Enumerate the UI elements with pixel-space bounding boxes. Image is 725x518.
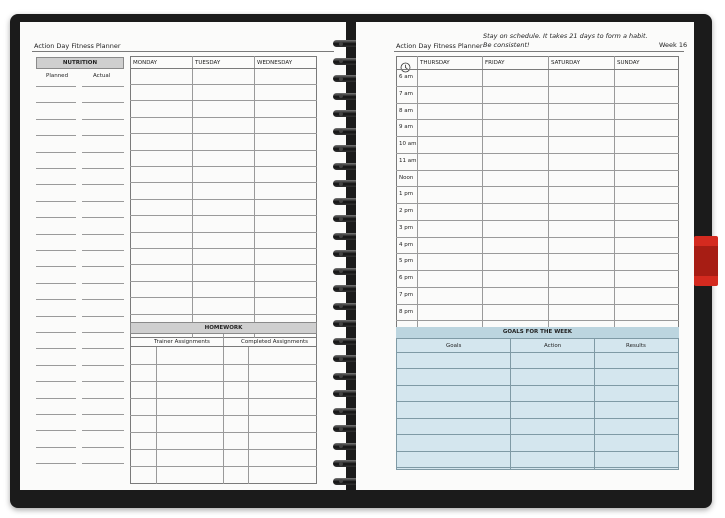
- punch-hole: [339, 462, 343, 466]
- punch-hole: [339, 42, 343, 46]
- time-label: 7 pm: [399, 291, 414, 298]
- ruled-line: [396, 170, 679, 171]
- motto-line-1: Stay on schedule. It takes 21 days to form a habit.: [483, 32, 648, 40]
- ruled-line: [130, 297, 317, 298]
- time-label: 7 am: [399, 90, 413, 97]
- punch-hole: [339, 479, 343, 483]
- punch-hole: [339, 164, 343, 168]
- ruled-line: [82, 250, 124, 251]
- ruled-line: [130, 364, 317, 365]
- ruled-line: [396, 253, 679, 254]
- ruled-line: [36, 299, 76, 300]
- punch-hole: [339, 409, 343, 413]
- time-label: 8 am: [399, 107, 413, 114]
- goals-header-goals: Goals: [446, 343, 462, 349]
- punch-hole: [339, 374, 343, 378]
- ruled-line: [396, 304, 679, 305]
- ruled-line: [130, 182, 317, 183]
- ruled-line: [36, 217, 76, 218]
- ruled-line: [82, 168, 124, 169]
- nutrition-planned-header: Planned: [46, 73, 69, 79]
- ruled-line: [130, 248, 317, 249]
- weekday-grid[interactable]: [130, 56, 317, 338]
- ruled-line: [82, 430, 124, 431]
- day-header-saturday: SATURDAY: [551, 60, 580, 66]
- ruled-line: [130, 314, 317, 315]
- nutrition-actual-header: Actual: [93, 73, 111, 79]
- ruled-line: [82, 316, 124, 317]
- ruled-line: [130, 432, 317, 433]
- ruled-line: [130, 215, 317, 216]
- ruled-line: [82, 102, 124, 103]
- ruled-line: [396, 320, 679, 321]
- punch-hole: [339, 129, 343, 133]
- ruled-line: [36, 414, 76, 415]
- ruled-line: [82, 414, 124, 415]
- time-label: 1 pm: [399, 191, 414, 198]
- punch-hole: [339, 427, 343, 431]
- weekday-divider-2: [254, 56, 255, 338]
- ruled-line: [396, 287, 679, 288]
- ruled-line: [130, 281, 317, 282]
- day-header-thursday: THURSDAY: [420, 60, 450, 66]
- ruled-line: [130, 346, 317, 347]
- ruled-line: [130, 84, 317, 85]
- ruled-line: [130, 117, 317, 118]
- ruled-line: [396, 451, 679, 452]
- punch-hole: [339, 392, 343, 396]
- ruled-line: [130, 68, 317, 69]
- week-number: Week 16: [659, 41, 688, 49]
- ruled-line: [82, 463, 124, 464]
- schedule-divider-3: [614, 56, 615, 336]
- punch-hole: [339, 94, 343, 98]
- goals-header-results: Results: [626, 343, 646, 349]
- schedule-divider-1: [482, 56, 483, 336]
- ruled-line: [396, 467, 679, 468]
- homework-divider: [223, 334, 224, 484]
- ruled-line: [36, 152, 76, 153]
- ruled-line: [130, 133, 317, 134]
- time-label: 11 am: [399, 157, 417, 164]
- ruled-line: [36, 201, 76, 202]
- ruled-line: [36, 283, 76, 284]
- ruled-line: [130, 150, 317, 151]
- ruled-line: [36, 234, 76, 235]
- weekday-divider-1: [192, 56, 193, 338]
- punch-hole: [339, 199, 343, 203]
- ruled-line: [82, 217, 124, 218]
- ruled-line: [36, 332, 76, 333]
- time-label: Noon: [399, 174, 414, 181]
- ruled-line: [396, 119, 679, 120]
- motto-line-2: Be consistent!: [483, 41, 530, 49]
- ruled-line: [82, 201, 124, 202]
- ruled-line: [396, 186, 679, 187]
- right-page: [356, 22, 694, 490]
- ruled-line: [396, 401, 679, 402]
- ruled-line: [36, 463, 76, 464]
- ruled-line: [396, 352, 679, 353]
- ruled-line: [130, 166, 317, 167]
- punch-hole: [339, 269, 343, 273]
- ruled-line: [36, 398, 76, 399]
- time-label: 6 pm: [399, 275, 414, 281]
- ruled-line: [36, 250, 76, 251]
- right-title-rule: [394, 51, 684, 52]
- ruled-line: [82, 332, 124, 333]
- ruled-line: [130, 381, 317, 382]
- day-header-monday: MONDAY: [133, 60, 158, 66]
- time-label: 5 pm: [399, 258, 414, 265]
- punch-hole: [339, 59, 343, 63]
- ruled-line: [82, 135, 124, 136]
- time-label: 9 am: [399, 124, 413, 131]
- schedule-divider-2: [548, 56, 549, 336]
- punch-hole: [339, 339, 343, 343]
- ruled-line: [36, 135, 76, 136]
- ruled-line: [82, 86, 124, 87]
- punch-hole: [339, 357, 343, 361]
- day-header-sunday: SUNDAY: [617, 60, 640, 66]
- ruled-line: [396, 203, 679, 204]
- ruled-line: [36, 266, 76, 267]
- goals-header-action: Action: [544, 343, 562, 349]
- ruled-line: [130, 466, 317, 467]
- ruled-line: [82, 365, 124, 366]
- time-column-divider: [417, 56, 418, 336]
- ruled-line: [396, 103, 679, 104]
- ruled-line: [396, 237, 679, 238]
- ruled-line: [396, 86, 679, 87]
- ruled-line: [36, 430, 76, 431]
- ruled-line: [82, 152, 124, 153]
- day-header-friday: FRIDAY: [485, 60, 505, 66]
- ruled-line: [36, 447, 76, 448]
- ruled-line: [130, 100, 317, 101]
- ruled-line: [36, 184, 76, 185]
- ruled-line: [396, 385, 679, 386]
- time-label: 6 am: [399, 74, 413, 80]
- homework-completed-header: Completed Assignments: [241, 339, 308, 345]
- punch-hole: [339, 287, 343, 291]
- ruled-line: [82, 266, 124, 267]
- nutrition-banner: NUTRITION: [36, 57, 124, 69]
- day-header-tuesday: TUESDAY: [195, 60, 221, 66]
- left-page-title: Action Day Fitness Planner: [34, 42, 121, 50]
- ruled-line: [36, 365, 76, 366]
- ruled-line: [396, 434, 679, 435]
- bookmark-ribbon[interactable]: [694, 236, 718, 286]
- time-label: 4 pm: [399, 241, 414, 248]
- punch-hole: [339, 444, 343, 448]
- time-label: 8 pm: [399, 308, 414, 315]
- day-header-wednesday: WEDNESDAY: [257, 60, 293, 66]
- ruled-line: [396, 368, 679, 369]
- punch-hole: [339, 147, 343, 151]
- ruled-line: [36, 102, 76, 103]
- ruled-line: [396, 220, 679, 221]
- punch-hole: [339, 112, 343, 116]
- ruled-line: [130, 264, 317, 265]
- ruled-line: [130, 199, 317, 200]
- punch-hole: [339, 252, 343, 256]
- ruled-line: [396, 69, 679, 70]
- ruled-line: [130, 415, 317, 416]
- ruled-line: [82, 119, 124, 120]
- goals-banner: GOALS FOR THE WEEK: [396, 327, 679, 339]
- right-page-title: Action Day Fitness Planner: [396, 42, 483, 50]
- left-title-rule: [32, 51, 334, 52]
- ruled-line: [396, 153, 679, 154]
- ruled-line: [36, 316, 76, 317]
- time-label: 10 am: [399, 141, 417, 147]
- ruled-line: [36, 381, 76, 382]
- ruled-line: [396, 270, 679, 271]
- ruled-line: [36, 119, 76, 120]
- ruled-line: [82, 184, 124, 185]
- ruled-line: [82, 447, 124, 448]
- homework-trainer-header: Trainer Assignments: [154, 339, 210, 345]
- ruled-line: [82, 299, 124, 300]
- ruled-line: [130, 232, 317, 233]
- punch-hole: [339, 182, 343, 186]
- punch-hole: [339, 304, 343, 308]
- time-label: 2 pm: [399, 208, 414, 214]
- ruled-line: [36, 86, 76, 87]
- time-label: 3 pm: [399, 224, 414, 231]
- ruled-line: [82, 398, 124, 399]
- schedule-grid[interactable]: [396, 56, 679, 336]
- ruled-line: [36, 168, 76, 169]
- ruled-line: [130, 398, 317, 399]
- left-page: [20, 22, 346, 490]
- punch-hole: [339, 234, 343, 238]
- punch-hole: [339, 77, 343, 81]
- ruled-line: [82, 234, 124, 235]
- homework-banner: HOMEWORK: [130, 322, 317, 334]
- punch-hole: [339, 217, 343, 221]
- ruled-line: [36, 348, 76, 349]
- punch-hole: [339, 322, 343, 326]
- ruled-line: [82, 348, 124, 349]
- ruled-line: [82, 283, 124, 284]
- ruled-line: [130, 449, 317, 450]
- ruled-line: [82, 381, 124, 382]
- ruled-line: [396, 418, 679, 419]
- ruled-line: [396, 136, 679, 137]
